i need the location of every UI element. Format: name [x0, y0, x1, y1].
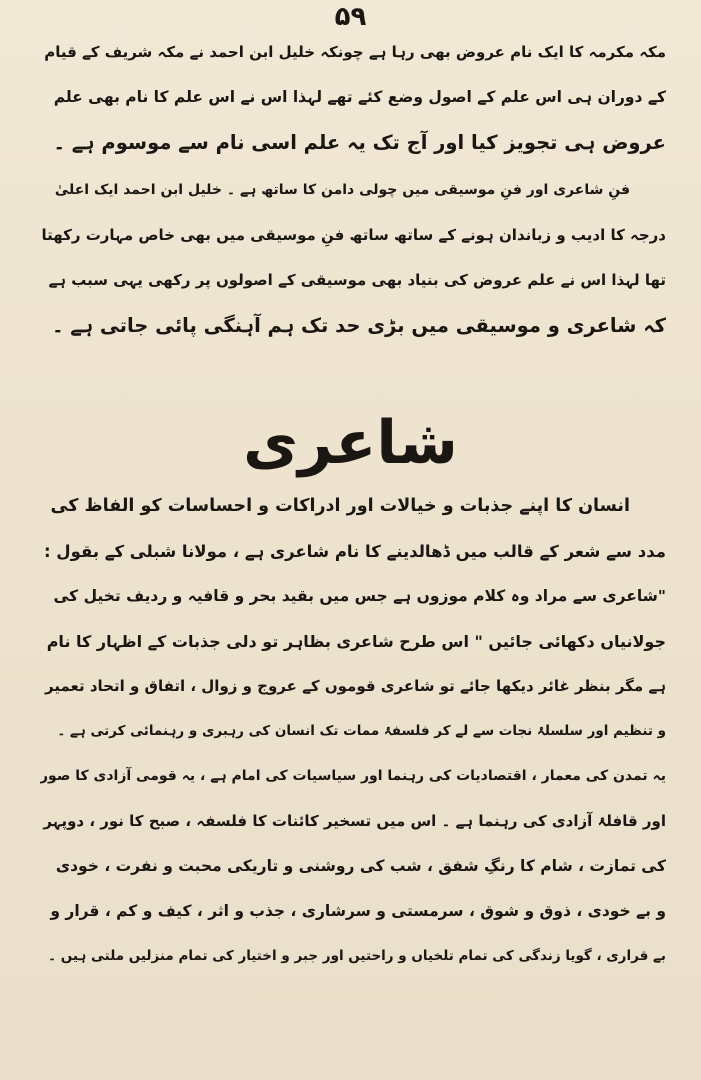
- text-line: کے دوران ہی اس علم کے اصول وضع کئے تھے لہذا اس نے اس علم کا نام بھی علم: [53, 88, 666, 106]
- text-line: یہ تمدن کی معمار ، اقتصادیات کی رہنما اور سیاسیات کی امام ہے ، یہ قومی آزادی کا صور: [40, 768, 666, 784]
- text-line: مدد سے شعر کے قالب میں ڈھالدینے کا نام شاعری ہے ، مولانا شبلی کے بقول :: [43, 542, 666, 561]
- paragraph-arud-origin: [40, 30, 666, 165]
- text-line: و تنظیم اور سلسلۂ نجات سے لے کر فلسفۂ ممات تک انسان کی رہبری و رہنمائی کرتی ہے ۔: [57, 723, 666, 739]
- paragraph-poetry-definition: [40, 484, 666, 979]
- text-line: تھا لہذا اس نے علم عروض کی بنیاد بھی موسیقی کے اصولوں پر رکھی یہی سبب ہے: [48, 271, 666, 289]
- section-heading: شاعری: [243, 408, 458, 478]
- text-line: عروض ہی تجویز کیا اور آج تک یہ علم اسی نام سے موسوم ہے ۔: [53, 131, 666, 154]
- text-line: درجہ کا ادیب و زباندان ہونے کے ساتھ ساتھ فنِ موسیقی میں بھی خاص مہارت رکھتا: [41, 226, 666, 244]
- text-line: انسان کا اپنے جذبات و خیالات اور ادراکات و احساسات کو الفاظ کی: [50, 496, 630, 516]
- text-line: فنِ شاعری اور فنِ موسیقی میں چولی دامن کا ساتھ ہے ۔ خلیل ابن احمد ایک اعلیٰ: [54, 182, 630, 198]
- text-line: بے قراری ، گویا زندگی کی تمام تلخیاں و راحتیں اور جبر و اختیار کی تمام منزلیں ملتی ہیں ۔: [48, 948, 666, 964]
- paragraph-poetry-and-music: [40, 168, 666, 348]
- text-line: ہے مگر بنظر غائر دیکھا جائے تو شاعری قوموں کے عروج و زوال ، اتفاق و اتحاد تعمیر: [45, 677, 666, 695]
- text-line: مکہ مکرمہ کا ایک نام عروض بھی رہا ہے چونکہ خلیل ابن احمد نے مکہ شریف کے قیام: [44, 43, 666, 61]
- text-line: "شاعری سے مراد وہ کلام موزوں ہے جس میں بقید بحر و قافیہ و ردیف تخیل کی: [53, 587, 666, 605]
- text-line: کہ شاعری و موسیقی میں بڑی حد تک ہم آہنگی پائی جاتی ہے ۔: [52, 314, 666, 337]
- text-line: کی تمازت ، شام کا رنگِ شفق ، شب کی روشنی و تاریکی محبت و نفرت ، خودی: [55, 857, 666, 875]
- text-line: اور قافلۂ آزادی کی رہنما ہے ۔ اس میں تسخیر کائنات کا فلسفہ ، صبح کا نور ، دوپہر: [43, 812, 666, 830]
- text-line: و بے خودی ، ذوق و شوق ، سرمستی و سرشاری ، جذب و اثر ، کیف و کم ، قرار و: [50, 902, 666, 920]
- text-line: جولانیاں دکھائی جائیں " اس طرح شاعری بظاہر تو دلی جذبات کے اظہار کا نام: [46, 632, 666, 651]
- page-number: ۵۹: [334, 2, 367, 32]
